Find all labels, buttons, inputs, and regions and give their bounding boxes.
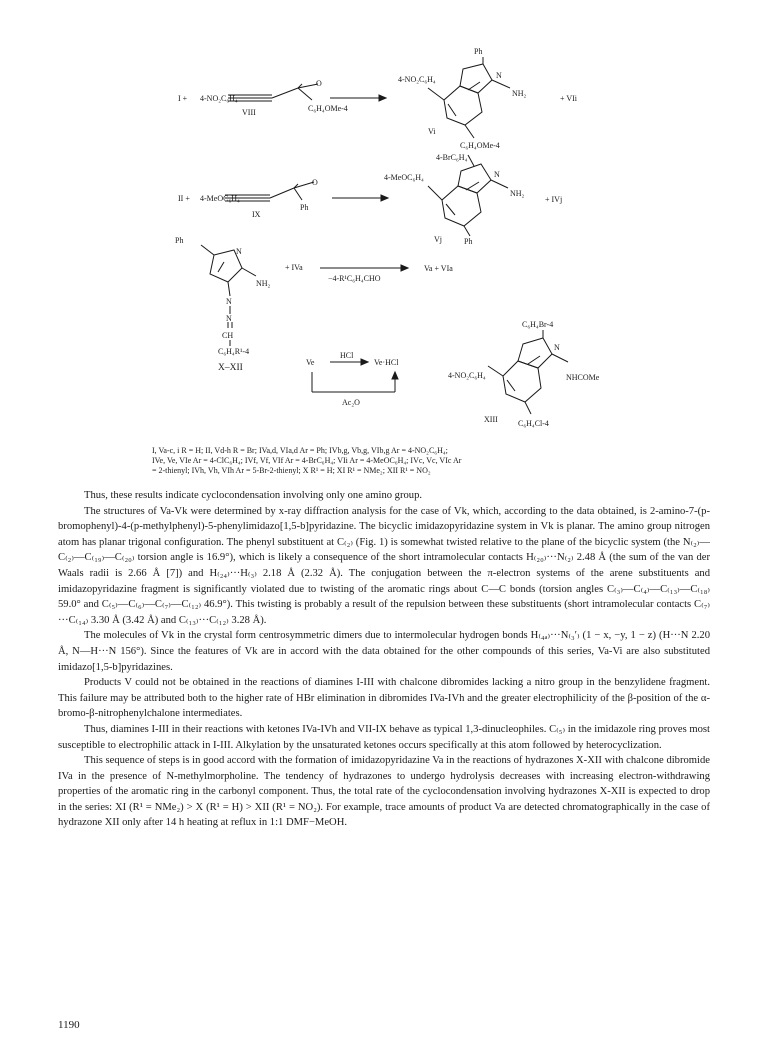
scheme2-ring-n: N (494, 170, 500, 179)
scheme4-compound-xiii: XIII (484, 415, 498, 424)
legend-line: I, Va-c, i R = H; II, Vd-h R = Br; IVa,d, VIa,d Ar = Ph; IVb,g, Vb,g, VIb,g Ar = 4-NO₂C₆H₄; (152, 446, 448, 455)
scheme3-aryl: C₆H₄R¹-4 (218, 347, 250, 356)
scheme3-amino: NH₂ (256, 279, 271, 288)
scheme1-amino: NH₂ (512, 89, 527, 98)
scheme-legend (152, 446, 622, 476)
scheme3-ring-n: N (236, 247, 242, 256)
paragraph: This sequence of steps is in good accord with the formation of imidazopyridazine Va in the reactions of hydrazones X-XII with chalcone dibromide IVa in the presence of N-methylmorpholine. The tendency of hydrazones to undergo hydrolysis decreases with increasing electron-withdrawing properties of the aromatic ring in the carbonyl component. Thus, the total rate of the cyclocondensation involving hydrazones X-XII is expected to drop in the series: XI (R¹ = NMe₂) > X (R¹ = H) > XII (R¹ = NO₂). For example, trace amounts of product Va are detected chromatographically in the case of hydrazone XII only after 14 h heating at reflux in 1:1 DMF−MeOH. (58, 755, 710, 829)
scheme3-phenyl: Ph (175, 236, 184, 245)
reaction-schemes (0, 0, 768, 480)
scheme4-ve-hcl: Ve·HCl (374, 358, 399, 367)
scheme3-reagent: −4-R¹C₆H₄CHO (328, 274, 381, 283)
scheme2-compound-ix: IX (252, 210, 261, 219)
scheme3-n1: N (226, 297, 232, 306)
scheme1-compound-vi: Vi (428, 127, 436, 136)
scheme1-compound-viii: VIII (242, 108, 256, 117)
scheme1-phenyl: Ph (474, 47, 483, 56)
scheme2-oxygen: O (312, 178, 318, 187)
scheme3-plus-iva: + IVa (285, 263, 303, 272)
scheme2-compound-vj: Vj (434, 235, 442, 244)
paragraph: The structures of Va-Vk were determined by x-ray diffraction analysis for the case of Vk, which, according to the data obtained, is 2-amino-7-(p-bromophenyl)-4-(p-methylphenyl)-5-phenylimidazo[1,5-b]pyridazine. The bicyclic imidazopyridazine system in Vk is planar. The amino group nitrogen atom has planar trigonal configuration. The phenyl substituent at C₍₂₎ (Fig. 1) is somewhat twisted relative to the plane of the bicyclic system (the N₍₂₎—C₍₂₎—C₍₁₉₎—C₍₂₀₎ torsion angle is 16.9°), which is likely a consequence of the short intramolecular contacts H₍₂₀₎···N₍₂₎ 2.48 Å (the sum of the van der Waals radii is 2.66 Å [7]) and H₍₂₄₎···H₍₃₎ 2.18 Å (2.32 Å). The conjugation between the π-electron systems of the arene substituents and imidazopyridazine fragment is significantly violated due to twisting of the aromatic rings about C—C bonds (torsion angles C₍₃₎—C₍₄₎—C₍₁₃₎—C₍₁₈₎ 59.0° and C₍₅₎—C₍₆₎—C₍₇₎—C₍₁₂₎ 46.9°). This twisting is probably a result of the repulsion between these substituents (short intramolecular contacts C₍₇₎···C₍₁₄₎ 3.30 Å (3.42 Å) and C₍₁₃₎···C₍₁₂₎ 3.28 Å). (58, 505, 710, 626)
paragraph: Thus, diamines I-III in their reactions with ketones IVa-IVh and VII-IX behave as typical 1,3-dinucleophiles. C₍₅₎ in the imidazole ring proves most susceptible to electrophilic attack in I-III. Alkylation by the unsaturated ketones occurs specifically at this atom followed by heterocyclization. (58, 723, 710, 751)
paragraph: Products V could not be obtained in the reactions of diamines I-III with chalcone dibromides lacking a nitro group in the benzylidene fragment. This failure may be attributed both to the higher rate of HBr elimination in dibromides IVa-IVh and the greater electrophilicity of the β-position of the α-bromo-β-nitrophenylchalone intermediates. (58, 677, 710, 720)
scheme3-products: Va + VIa (424, 264, 453, 273)
scheme2-phenyl: Ph (300, 203, 309, 212)
paragraph: The molecules of Vk in the crystal form centrosymmetric dimers due to intermolecular hydrogen bonds H₍₄ₐ₎···N₍₃′₎ (1 − x, −y, 1 − z) (H···N 2.20 Å, N—H···N 156°). Since the features of Vk are in accord with the data obtained for the other compounds of this series, Va-Vi are also substituted imidazo[1,5-b]pyridazines. (58, 630, 710, 673)
scheme1-product-substituent: 4-NO₂C₆H₄ (398, 75, 436, 84)
scheme1-side-product: + VIi (560, 94, 578, 103)
paragraph: Thus, these results indicate cyclocondensation involving only one amino group. (84, 490, 423, 501)
scheme3-compounds: X–XII (218, 363, 243, 373)
scheme2-top-aryl: 4-BrC₆H₄ (436, 153, 468, 162)
scheme1-start: I + (178, 94, 188, 103)
scheme1-bottom-aryl: C₆H₄OMe-4 (460, 141, 500, 150)
body-text (58, 488, 710, 831)
legend-line: = 2-thienyl; IVh, Vh, VIh Ar = 5-Br-2-thienyl; X R¹ = H; XI R¹ = NMe₂; XII R¹ = NO₂ (152, 466, 431, 475)
scheme-drawing (0, 0, 768, 480)
legend-line: IVe, Ve, VIe Ar = 4-ClC₆H₄; IVf, Vf, VIf Ar = 4-BrC₆H₄; VIi Ar = 4-MeOC₆H₄; IVc, Vc, VIc Ar (152, 456, 462, 465)
scheme4-hcl: HCl (340, 351, 354, 360)
scheme4-top-aryl: C₆H₄Br-4 (522, 320, 554, 329)
page-number: 1190 (58, 1019, 80, 1031)
scheme2-side-product: + IVj (545, 195, 563, 204)
scheme2-reagent: 4-MeOC₆H₄ (200, 194, 240, 203)
scheme1-aryl: C₆H₄OMe-4 (308, 104, 348, 113)
scheme2-amino: NH₂ (510, 189, 525, 198)
scheme4-ve: Ve (306, 358, 315, 367)
scheme1-reagent: 4-NO₂C₆H₄ (200, 94, 238, 103)
scheme4-acetamido: NHCOMe (566, 373, 600, 382)
scheme4-ring-n: N (554, 343, 560, 352)
scheme2-product-substituent: 4-MeOC₆H₄ (384, 173, 424, 182)
scheme3-ch: CH (222, 331, 234, 340)
scheme4-ac2o: Ac₂O (342, 398, 360, 407)
scheme2-start: II + (178, 194, 190, 203)
scheme4-product-substituent: 4-NO₂C₆H₄ (448, 371, 486, 380)
scheme1-ring-n: N (496, 71, 502, 80)
scheme3-n2: N (226, 314, 232, 323)
scheme4-bottom-aryl: C₆H₄Cl-4 (518, 419, 549, 428)
scheme1-oxygen: O (316, 79, 322, 88)
scheme2-bottom-phenyl: Ph (464, 237, 473, 246)
